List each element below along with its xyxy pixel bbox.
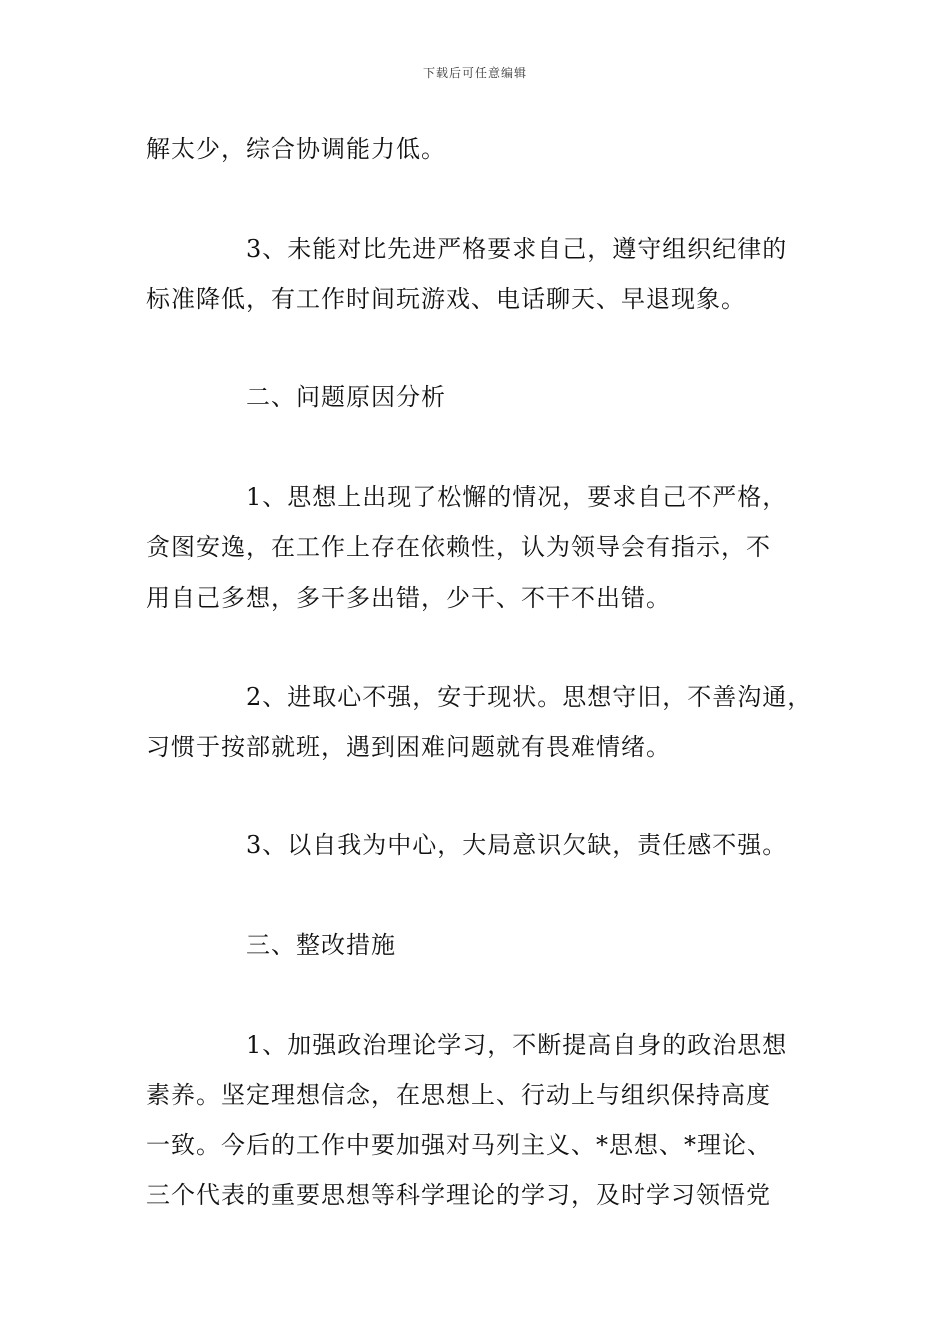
paragraph-start: 3、未能对比先进严格要求自己，遵守组织纪律的 [246,235,788,263]
text-line: 标准降低，有工作时间玩游戏、电话聊天、早退现象。 [146,285,746,313]
page-header: 下载后可任意编辑 [422,66,527,80]
text-line: 三个代表的重要思想等科学理论的学习，及时学习领悟党 [146,1181,771,1209]
section-heading: 三、整改措施 [246,931,396,959]
text-line: 习惯于按部就班，遇到困难问题就有畏难情绪。 [146,733,671,761]
text-line: 用自己多想，多干多出错，少干、不干不出错。 [146,584,671,612]
text-line: 贪图安逸，在工作上存在依赖性，认为领导会有指示，不 [146,533,771,561]
text-line: 素养。坚定理想信念，在思想上、行动上与组织保持高度 [146,1081,771,1109]
section-heading: 二、问题原因分析 [246,383,446,411]
paragraph-start: 1、加强政治理论学习，不断提高自身的政治思想 [246,1031,788,1059]
paragraph-start: 2、进取心不强，安于现状。思想守旧，不善沟通， [246,683,813,711]
paragraph-start: 3、以自我为中心，大局意识欠缺，责任感不强。 [246,831,788,859]
text-line: 解太少，综合协调能力低。 [146,135,446,163]
paragraph-start: 1、思想上出现了松懈的情况，要求自己不严格， [246,483,788,511]
text-line: 一致。今后的工作中要加强对马列主义、*思想、*理论、 [146,1131,772,1159]
